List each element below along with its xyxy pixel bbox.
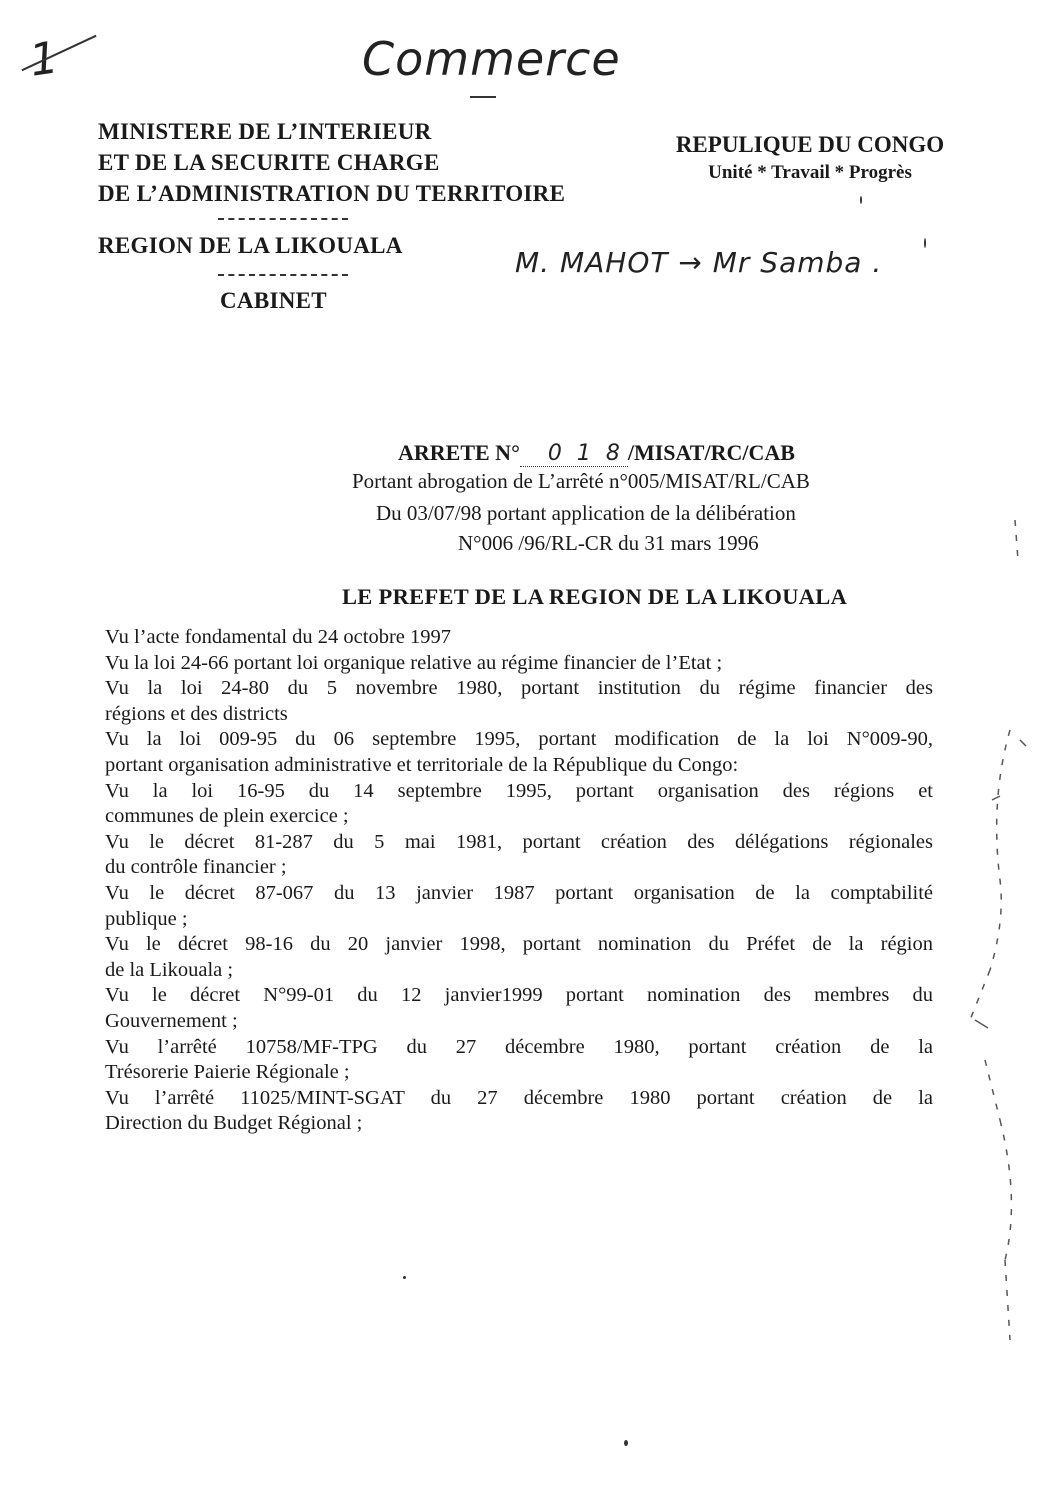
- decree-subject-line-3: N°006 /96/RL-CR du 31 mars 1996: [458, 531, 759, 555]
- visa-3: Vu la loi 24-80 du 5 novembre 1980, portant institution du régime financier des: [105, 677, 933, 700]
- handwritten-routing-note: M. MAHOT → Mr Samba .: [515, 246, 883, 279]
- decree-number-handwritten: 0 1 8: [520, 441, 628, 467]
- visa-6-cont: du contrôle financier ;: [105, 856, 287, 879]
- decree-number: [398, 438, 795, 469]
- visas-list: [105, 625, 933, 1137]
- republic-title: REPULIQUE DU CONGO: [675, 132, 945, 157]
- commerce-underline: [470, 96, 496, 98]
- visa-6: Vu le décret 81-287 du 5 mai 1981, portant création des délégations régionales: [105, 830, 933, 853]
- ministry-line-3: DE L’ADMINISTRATION DU TERRITOIRE: [98, 181, 566, 206]
- visa-11: Vu l’arrêté 11025/MINT-SGAT du 27 décembre 1980 portant création de la: [105, 1086, 933, 1109]
- region-heading: REGION DE LA LIKOUALA: [98, 233, 403, 258]
- visa-4: Vu la loi 009-95 du 06 septembre 1995, portant modification de la loi N°009-90,: [105, 728, 933, 751]
- visa-2: Vu la loi 24-66 portant loi organique relative au régime financier de l’Etat ;: [105, 651, 723, 674]
- decree-number-suffix: /MISAT/RC/CAB: [627, 440, 795, 465]
- ministry-line-2: ET DE LA SECURITE CHARGE: [98, 150, 440, 175]
- visa-8: Vu le décret 98-16 du 20 janvier 1998, portant nomination du Préfet de la région: [105, 933, 933, 956]
- visa-10-cont: Trésorerie Paierie Régionale ;: [105, 1061, 350, 1084]
- decree-subject-line-1: Portant abrogation de L’arrêté n°005/MISAT/RL/CAB: [352, 469, 810, 493]
- visa-3-cont: régions et des districts: [105, 702, 288, 725]
- visa-4-cont: portant organisation administrative et territoriale de la République du Congo:: [105, 753, 739, 776]
- ministry-line-1: MINISTERE DE L’INTERIEUR: [98, 119, 432, 144]
- visa-1: Vu l’acte fondamental du 24 octobre 1997: [105, 626, 452, 648]
- visa-10: Vu l’arrêté 10758/MF-TPG du 27 décembre 1980, portant création de la: [105, 1035, 933, 1058]
- decree-number-prefix: ARRETE N°: [398, 440, 520, 465]
- header-divider-1: [218, 218, 348, 220]
- visa-7: Vu le décret 87-067 du 13 janvier 1987 portant organisation de la comptabilité: [105, 881, 933, 904]
- visa-7-cont: publique ;: [105, 907, 188, 930]
- visa-5-cont: communes de plein exercice ;: [105, 805, 349, 828]
- handwritten-commerce-note: Commerce: [362, 32, 621, 86]
- cabinet-heading: CABINET: [220, 288, 327, 313]
- decree-subject-line-2: Du 03/07/98 portant application de la délibération: [376, 501, 796, 525]
- handwritten-page-mark: 1: [26, 32, 62, 87]
- scan-margin-marks: [930, 500, 1030, 1400]
- authority-heading: LE PREFET DE LA REGION DE LA LIKOUALA: [342, 584, 848, 609]
- visa-8-cont: de la Likouala ;: [105, 958, 234, 981]
- visa-5: Vu la loi 16-95 du 14 septembre 1995, portant organisation des régions et: [105, 779, 933, 802]
- visa-9-cont: Gouvernement ;: [105, 1009, 238, 1032]
- visa-9: Vu le décret N°99-01 du 12 janvier1999 portant nomination des membres du: [105, 984, 933, 1007]
- header-divider-2: [218, 274, 348, 276]
- republic-motto: Unité * Travail * Progrès: [708, 162, 912, 183]
- visa-11-cont: Direction du Budget Régional ;: [105, 1112, 363, 1135]
